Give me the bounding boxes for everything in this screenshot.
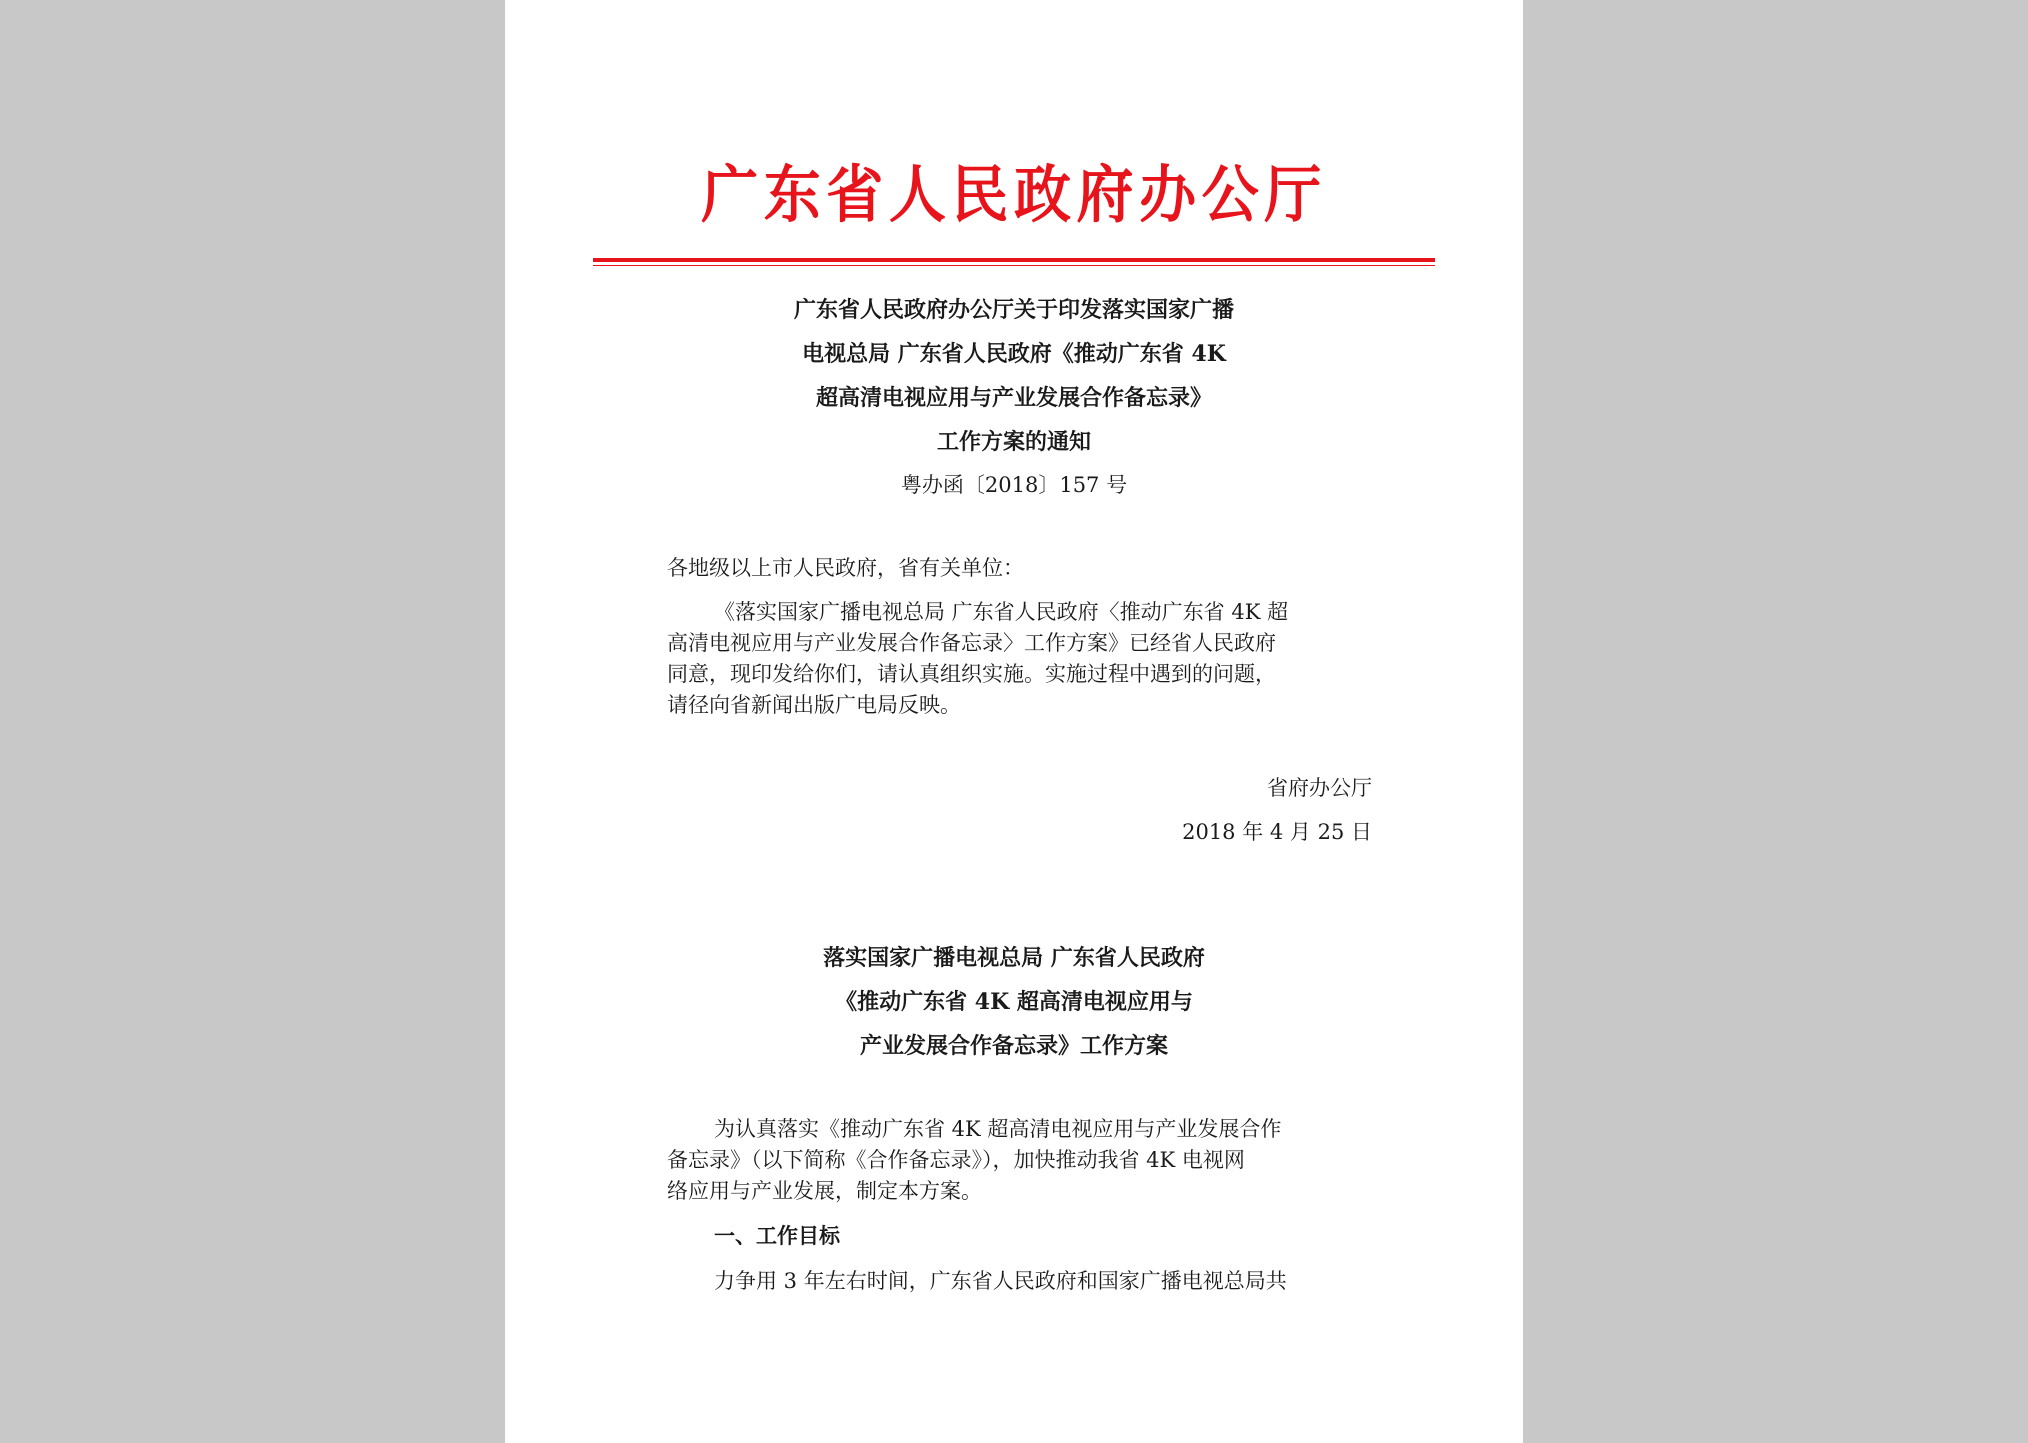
notice-title-line: 广东省人民政府办公厅关于印发落实国家广播 (793, 297, 1234, 323)
section-heading: 一、工作目标 (714, 1223, 840, 1248)
notice-body-line: 高清电视应用与产业发展合作备忘录〉工作方案》已经省人民政府 (667, 631, 1276, 655)
plan-title-line: 《推动广东省 4K 超高清电视应用与 (835, 989, 1193, 1015)
notice-title-line: 工作方案的通知 (936, 429, 1091, 455)
issue-date: 2018 年 4 月 25 日 (1182, 820, 1372, 844)
plan-intro-line: 备忘录》（以下简称《合作备忘录》），加快推动我省 4K 电视网 (667, 1148, 1245, 1172)
plan-intro-line: 络应用与产业发展，制定本方案。 (667, 1179, 982, 1203)
document-number: 粤办函〔2018〕157 号 (900, 473, 1128, 497)
section-text-line: 力争用 3 年左右时间，广东省人民政府和国家广播电视总局共 (714, 1269, 1287, 1293)
notice-title-line: 超高清电视应用与产业发展合作备忘录》 (815, 385, 1212, 411)
plan-title-line: 落实国家广播电视总局 广东省人民政府 (823, 945, 1205, 971)
plan-intro-line: 为认真落实《推动广东省 4K 超高清电视应用与产业发展合作 (714, 1117, 1282, 1141)
notice-body-line: 《落实国家广播电视总局 广东省人民政府〈推动广东省 4K 超 (714, 600, 1289, 624)
notice-body-line: 同意，现印发给你们，请认真组织实施。实施过程中遇到的问题， (667, 662, 1276, 686)
notice-title-line: 电视总局 广东省人民政府《推动广东省 4K (802, 341, 1226, 367)
signature: 省府办公厅 (1267, 776, 1372, 800)
notice-body-line: 请径向省新闻出版广电局反映。 (667, 693, 961, 717)
masthead-red-rule-thin (593, 265, 1435, 266)
masthead-red-rule (593, 258, 1435, 262)
addressee: 各地级以上市人民政府，省有关单位： (667, 556, 1024, 580)
document-page (505, 0, 1523, 1443)
issuer-masthead: 广东省人民政府办公厅 (701, 158, 1327, 231)
plan-title-line: 产业发展合作备忘录》工作方案 (859, 1033, 1168, 1059)
